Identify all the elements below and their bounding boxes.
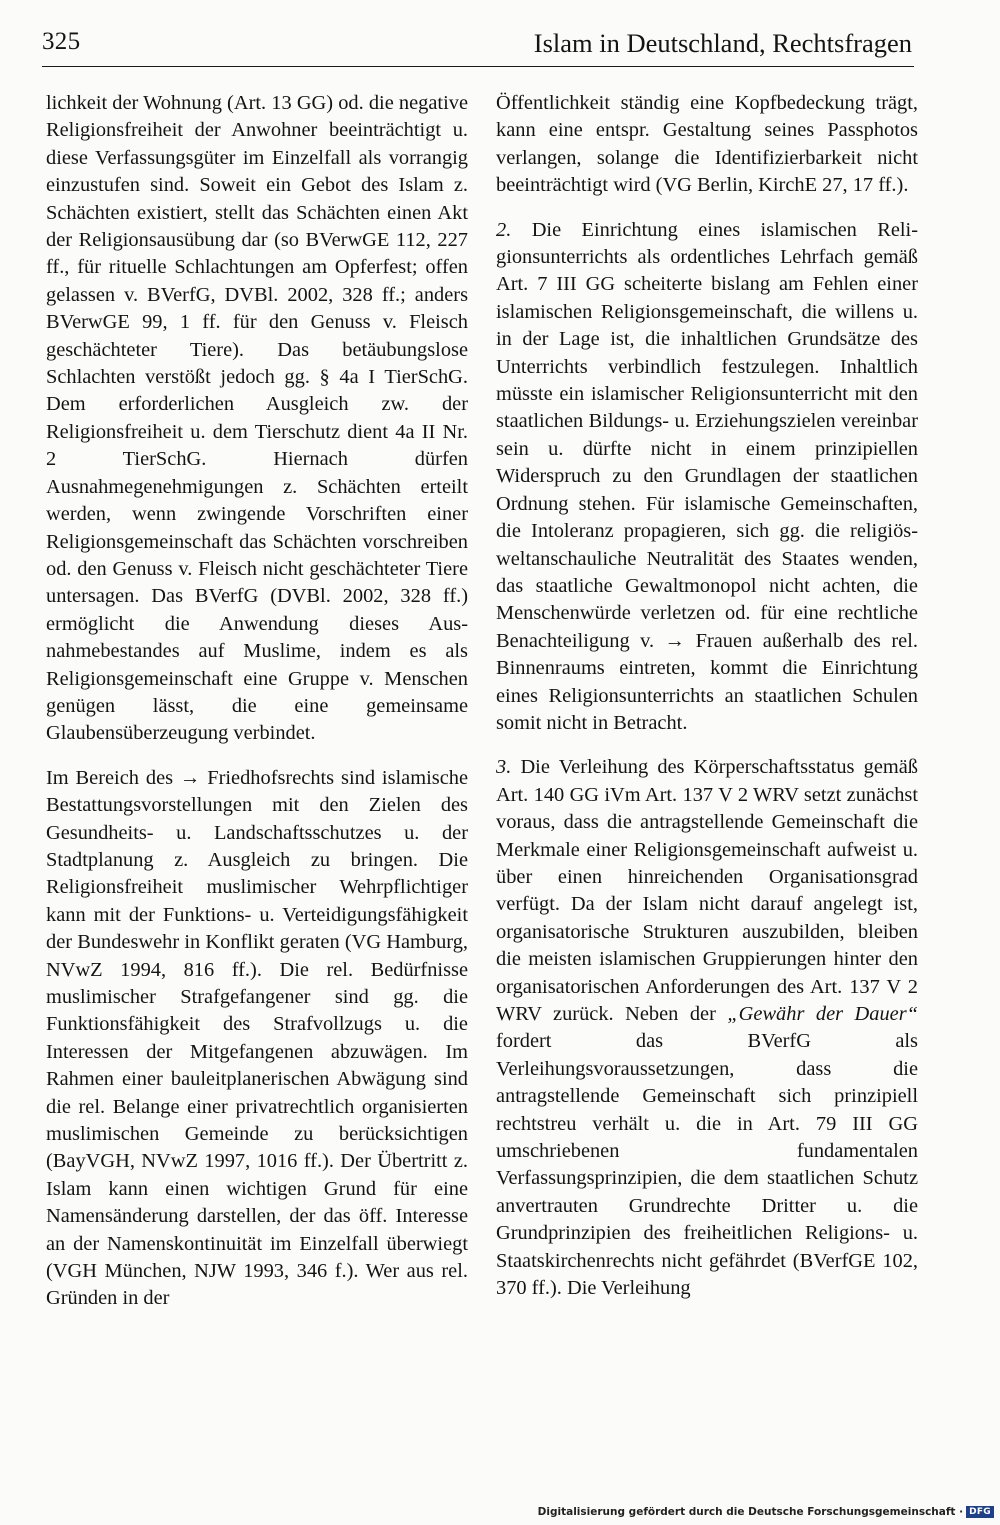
digitization-credit xyxy=(538,1503,994,1521)
page-number: 325 xyxy=(42,28,81,55)
section-number: 2. xyxy=(496,218,512,241)
paragraph xyxy=(496,754,918,1302)
paragraph xyxy=(496,217,918,738)
paragraph-text: Die Einrichtung eines islamischen Religionsunterrichts als ordentliches Lehrfach gemäß Art. 7 III GG scheiterte bislang am Fehlen einer islamischen Religionsgemeinschaft, die willens u. in der Lage ist, die inhaltlichen Grundsätze des Unterrichts verbindlich festzulegen. Inhaltlich müsste ein islamischer Religionsunterricht mit den staatlichen Bildungs- u. Erziehungszielen vereinbar sein u. dürfte nicht in einem prinzipiellen Widerspruch zu den Grundlagen der staatlichen Ordnung stehen. Für islamische Gemeinschaften, die Intoleranz propagieren, sich gg. die religiös-weltanschauliche Neutralität des Staates wenden, das staatliche Gewaltmonopol nicht achten, die Menschenwürde verletzen od. für eine rechtliche Benachteiligung v. → Frauen außerhalb des rel. Binnenraums eintreten, kommt die Einrichtung eines Religionsunterrichts an staatlichen Schulen somit nicht in Betracht. xyxy=(496,218,918,734)
credit-text: Digitalisierung gefördert durch die Deutsche Forschungsgemeinschaft · xyxy=(537,1506,964,1518)
emphasized-phrase: „Gewähr der Dauer“ xyxy=(727,1003,918,1025)
dfg-logo: DFG xyxy=(966,1506,994,1518)
paragraph-text: fordert das BVerfG als Verleihungsvoraussetzungen, dass die antragstellende Gemeinschaft sich prinzipiell rechtstreu verhält u. die in Art. 79 III GG umschriebenen fundamentalen Verfassungsprinzipien, die dem staatlichen Schutz anvertrauten Grundrechte Dritter u. die Grundprinzipien des freiheitlichen Religions- u. Staatskirchenrechts nicht gefährdet (BVerfGE 102, 370 ff.). Die Verleihung xyxy=(496,1030,918,1300)
paragraph-text: Die Verleihung des Körperschaftsstatus gemäß Art. 140 GG iVm Art. 137 V 2 WRV setzt zunächst voraus, dass die antragstellende Gemeinschaft die Merkmale einer Religionsgemeinschaft aufweist u. über einen hinreichenden Organisationsgrad verfügt. Da der Islam nicht darauf angelegt ist, organisatorische Strukturen auszubilden, bleiben die meisten islamischen Gruppierungen hinter den organisatorischen Anforderungen des Art. 137 V 2 WRV zurück. Neben der xyxy=(496,756,918,1025)
section-number: 3. xyxy=(496,756,512,779)
right-column xyxy=(496,90,918,1319)
header-rule xyxy=(42,66,914,67)
paragraph: lichkeit der Wohnung (Art. 13 GG) od. die negative Religionsfreiheit der Anwohner beeinträchtigt u. diese Verfassungsgüter im Einzelfall als vorrangig einzustufen sind. Soweit ein Gebot des Islam z. Schächten existiert, stellt das Schächten einen Akt der Religionsausübung dar (so BVerwGE 112, 227 ff., für rituelle Schlachtungen am Opferfest; offen gelassen v. BVerfG, DVBl. 2002, 328 ff.; anders BVerwGE 99, 1 ff. für den Genuss v. Fleisch geschächteter Tiere). Das betäubungslose Schlachten verstößt jedoch gg. § 4a I TierSchG. Dem erforderlichen Ausgleich zw. der Religionsfreiheit u. dem Tierschutz dient 4a II Nr. 2 TierSchG. Hiernach dürfen Ausnahmegenehmigungen z. Schächten erteilt werden, wenn zwingende Vorschriften einer Religionsgemeinschaft das Schächten vorschreiben od. den Genuss v. Fleisch nicht geschächteter Tiere untersagen. Das BVerfG (DVBl. 2002, 328 ff.) ermöglicht die Anwendung dieses Ausnahmebestandes auf Muslime, indem es als Religionsgemeinschaft eine Gruppe v. Menschen genügen lässt, die eine gemeinsame Glaubensüberzeugung verbindet. xyxy=(46,92,468,745)
page-header xyxy=(42,28,912,68)
left-column xyxy=(46,90,468,1330)
paragraph: Im Bereich des → Friedhofsrechts sind islamische Bestattungsvorstellungen mit den Zielen des Gesundheits- u. Landschaftsschutzes u. der Stadtplanung z. Ausgleich zu bringen. Die Religionsfreiheit muslimischer Wehrpflichtiger kann mit der Funktions- u. Verteidigungsfähigkeit der Bundeswehr in Konflikt geraten (VG Hamburg, NVwZ 1994, 816 ff.). Die rel. Bedürfnisse muslimischer Strafgefangener sind gg. die Funktionsfähigkeit des Strafvollzugs u. die Interessen der Mitgefangenen abzuwägen. Im Rahmen einer bauleitplanerischen Abwägung sind die rel. Belange einer privatrechtlich organisierten muslimischen Gemeinde zu berücksichtigen (BayVGH, NVwZ 1997, 1016 ff.). Der Übertritt z. Islam kann einen wichtigen Grund für eine Namensänderung darstellen, der das öff. Interesse an der Namenskontinuität im Einzelfall überwiegt (VGH München, NJW 1993, 346 f.). Wer aus rel. Gründen in der xyxy=(46,766,468,1310)
running-head: Islam in Deutschland, Rechtsfragen xyxy=(533,28,912,58)
paragraph: Öffentlichkeit ständig eine Kopfbedeckung trägt, kann eine entspr. Gestaltung seines Passphotos verlangen, solange die Identifizierbarkeit nicht beeinträchtigt wird (VG Berlin, KirchE 27, 17 ff.). xyxy=(496,92,918,197)
